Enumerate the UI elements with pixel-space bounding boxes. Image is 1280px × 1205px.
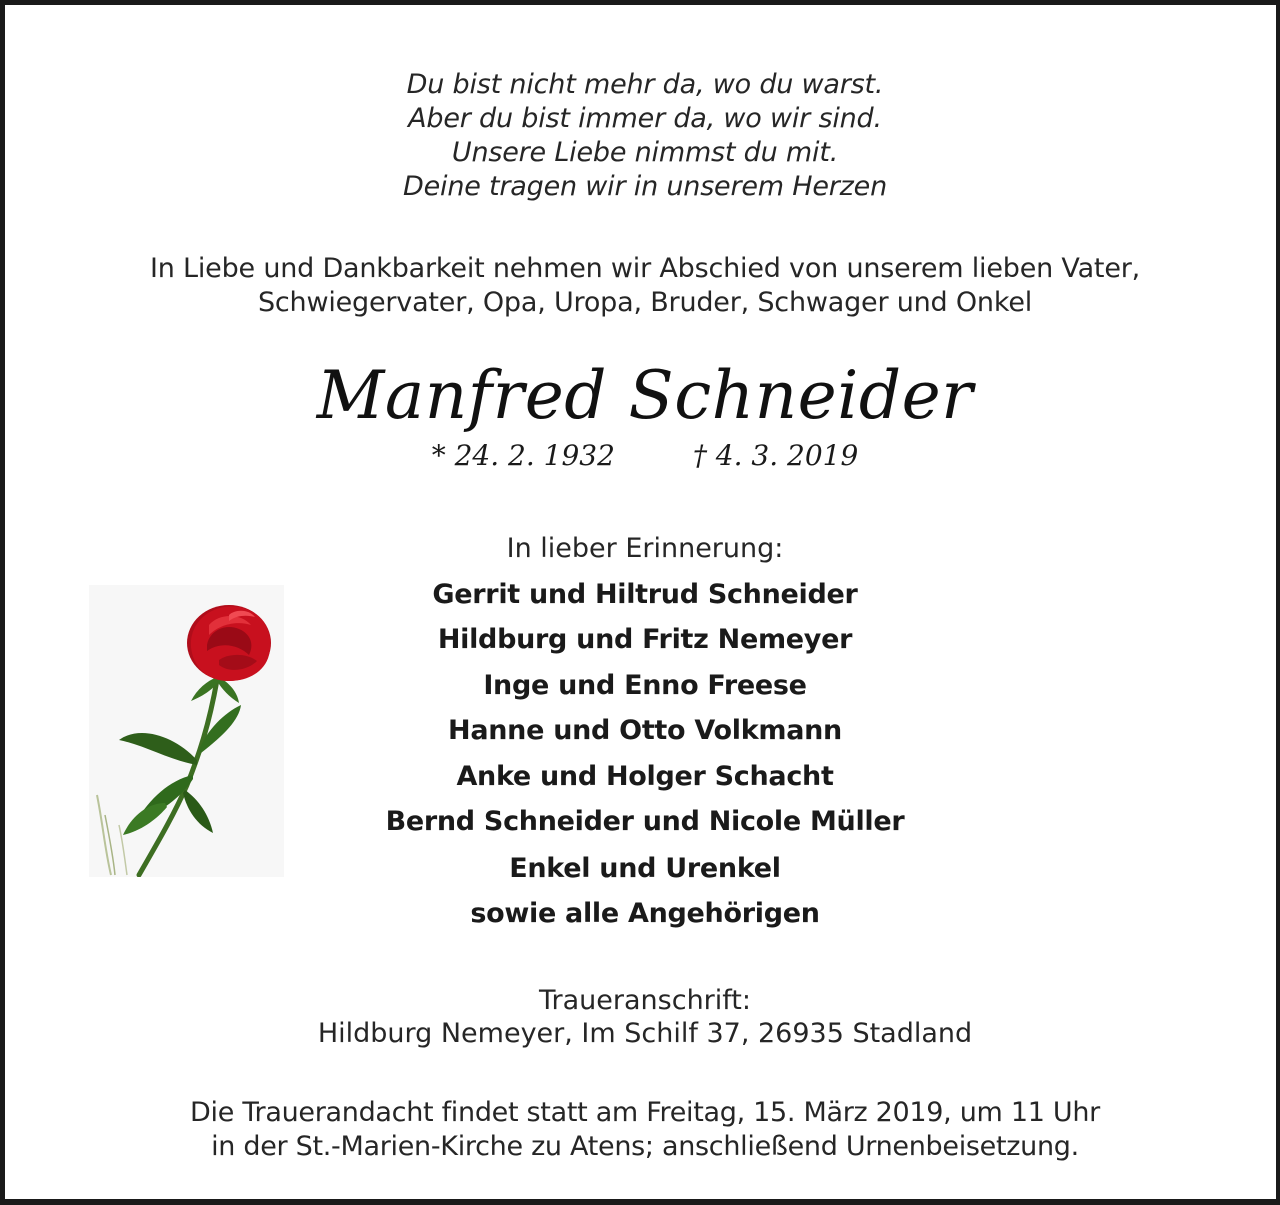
poem-line: Unsere Liebe nimmst du mit. [451,137,839,168]
life-dates [5,439,1280,472]
poem-line: Du bist nicht mehr da, wo du warst. [406,69,884,100]
mourner-name: Enkel und Urenkel [509,853,781,884]
poem-line: Deine tragen wir in unserem Herzen [403,171,887,202]
address-value: Hildburg Nemeyer, Im Schilf 37, 26935 Stadland [317,1018,973,1049]
deceased-name: Manfred Schneider [316,357,974,434]
mourner-name: Gerrit und Hiltrud Schneider [432,579,858,610]
poem-line: Aber du bist immer da, wo wir sind. [408,103,882,134]
death-date: † 4. 3. 2019 [692,439,859,472]
service-info-line: in der St.-Marien-Kirche zu Atens; anschließend Urnenbeisetzung. [211,1131,1079,1162]
mourner-name: Anke und Holger Schacht [456,761,834,792]
birth-date: * 24. 2. 1932 [431,439,615,472]
mourner-name: sowie alle Angehörigen [470,898,820,929]
mourner-name: Hildburg und Fritz Nemeyer [437,624,853,655]
service-info-line: Die Trauerandacht findet statt am Freitag, 15. März 2019, um 11 Uhr [190,1097,1100,1128]
intro-line: In Liebe und Dankbarkeit nehmen wir Abschied von unserem lieben Vater, [149,253,1141,284]
mourner-name: Inge und Enno Freese [483,670,807,701]
mourner-name: Bernd Schneider und Nicole Müller [385,806,905,837]
mourner-name: Hanne und Otto Volkmann [448,715,842,746]
intro-line: Schwiegervater, Opa, Uropa, Bruder, Schwager und Onkel [257,287,1033,318]
address-label: Traueranschrift: [539,985,751,1016]
memory-heading: In lieber Erinnerung: [506,533,784,564]
